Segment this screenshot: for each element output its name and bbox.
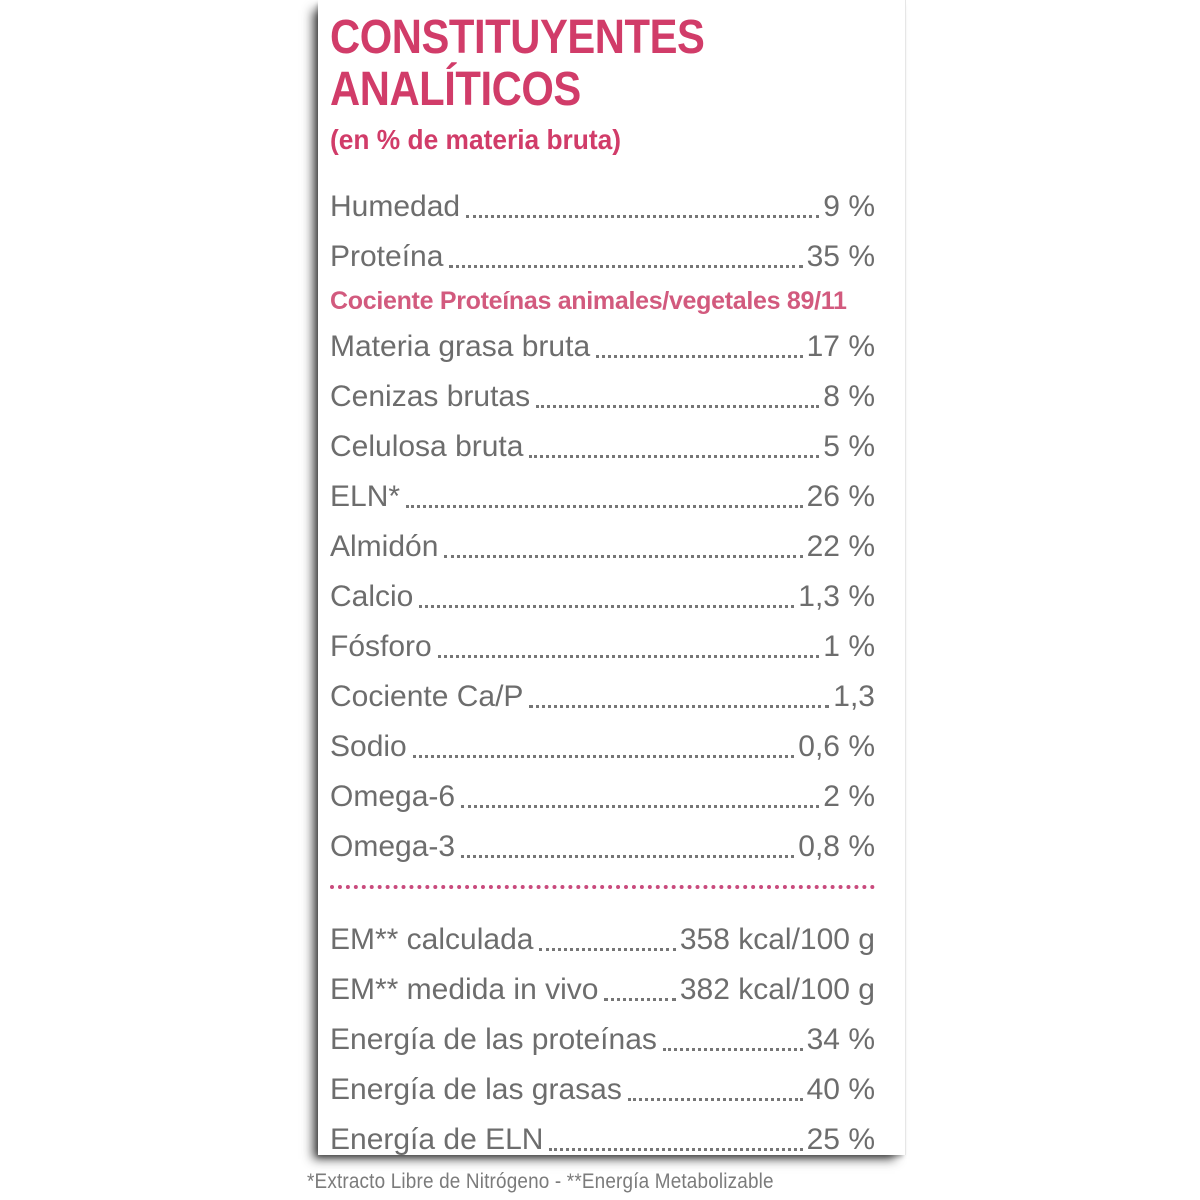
constituent-label: Cociente Ca/P xyxy=(330,680,524,713)
constituent-label: EM** calculada xyxy=(330,923,534,956)
constituent-row xyxy=(330,915,875,965)
dotted-leader xyxy=(419,572,794,608)
constituent-row xyxy=(330,182,875,232)
protein-ratio-note: Cociente Proteínas animales/vegetales 89/11 xyxy=(330,287,847,315)
constituent-label: Omega-3 xyxy=(330,830,456,863)
constituent-value: 5 % xyxy=(823,430,875,463)
constituent-value: 35 % xyxy=(806,240,875,273)
constituent-label: Proteína xyxy=(330,240,444,273)
divider-dotted-line xyxy=(330,885,875,889)
constituent-value: 382 kcal/100 g xyxy=(679,973,875,1006)
constituent-row xyxy=(330,772,875,822)
dotted-leader xyxy=(604,965,675,1001)
dotted-leader xyxy=(529,672,829,708)
constituent-row xyxy=(330,1015,875,1065)
dotted-leader xyxy=(461,822,794,858)
constituent-row xyxy=(330,672,875,722)
dotted-leader xyxy=(536,372,819,408)
analytical-constituents-card xyxy=(318,0,906,1155)
dotted-leader xyxy=(549,1115,802,1151)
constituent-row xyxy=(330,622,875,672)
constituent-label: Fósforo xyxy=(330,630,432,663)
constituent-label: Energía de las grasas xyxy=(330,1073,622,1106)
dotted-leader xyxy=(466,182,819,218)
constituent-row xyxy=(330,522,875,572)
constituent-value: 40 % xyxy=(806,1073,875,1106)
constituent-row xyxy=(330,965,875,1015)
constituent-label: Humedad xyxy=(330,190,461,223)
constituent-value: 8 % xyxy=(823,380,875,413)
constituent-row xyxy=(330,1065,875,1115)
constituent-value: 25 % xyxy=(806,1123,875,1156)
constituent-value: 9 % xyxy=(823,190,875,223)
dotted-leader xyxy=(529,422,819,458)
constituent-label: Sodio xyxy=(330,730,407,763)
constituent-row xyxy=(330,232,875,282)
dotted-leader xyxy=(413,722,795,758)
constituent-value: 2 % xyxy=(823,780,875,813)
constituent-value: 17 % xyxy=(806,330,875,363)
constituent-row xyxy=(330,472,875,522)
constituent-label: Calcio xyxy=(330,580,414,613)
card-title-line2: ANALÍTICOS xyxy=(330,63,581,116)
dotted-leader xyxy=(444,522,802,558)
constituent-value: 34 % xyxy=(806,1023,875,1056)
card-title-line1: CONSTITUYENTES xyxy=(330,11,705,64)
dotted-leader xyxy=(449,232,802,268)
card-title xyxy=(330,12,804,116)
dotted-leader xyxy=(628,1065,803,1101)
constituent-value: 1,3 xyxy=(833,680,875,713)
constituent-value: 358 kcal/100 g xyxy=(679,923,875,956)
constituent-row xyxy=(330,822,875,872)
section-divider xyxy=(330,885,875,915)
constituent-value: 0,6 % xyxy=(798,730,875,763)
constituent-label: EM** medida in vivo xyxy=(330,973,599,1006)
constituent-label: Materia grasa bruta xyxy=(330,330,591,363)
constituent-row xyxy=(330,322,875,372)
constituent-value: 0,8 % xyxy=(798,830,875,863)
dotted-leader xyxy=(461,772,819,808)
constituent-row xyxy=(330,1115,875,1165)
constituent-value: 22 % xyxy=(806,530,875,563)
constituent-row xyxy=(330,422,875,472)
constituent-label: Celulosa bruta xyxy=(330,430,524,463)
constituent-row xyxy=(330,572,875,622)
constituent-value: 1,3 % xyxy=(798,580,875,613)
constituent-label: Almidón xyxy=(330,530,439,563)
constituent-label: Cenizas brutas xyxy=(330,380,531,413)
constituent-label: Energía de las proteínas xyxy=(330,1023,657,1056)
constituent-label: ELN* xyxy=(330,480,401,513)
constituent-row xyxy=(330,372,875,422)
dotted-leader xyxy=(663,1015,803,1051)
constituent-value: 26 % xyxy=(806,480,875,513)
dotted-leader xyxy=(406,472,803,508)
footnote: *Extracto Libre de Nitrógeno - **Energía Metabolizable xyxy=(307,1170,774,1193)
constituent-row xyxy=(330,722,875,772)
constituent-label: Energía de ELN xyxy=(330,1123,544,1156)
dotted-leader xyxy=(539,915,675,951)
card-subtitle: (en % de materia bruta) xyxy=(330,124,622,155)
dotted-leader xyxy=(438,622,820,658)
constituent-label: Omega-6 xyxy=(330,780,456,813)
dotted-leader xyxy=(596,322,802,358)
constituent-value: 1 % xyxy=(823,630,875,663)
constituents-list xyxy=(330,182,875,1165)
